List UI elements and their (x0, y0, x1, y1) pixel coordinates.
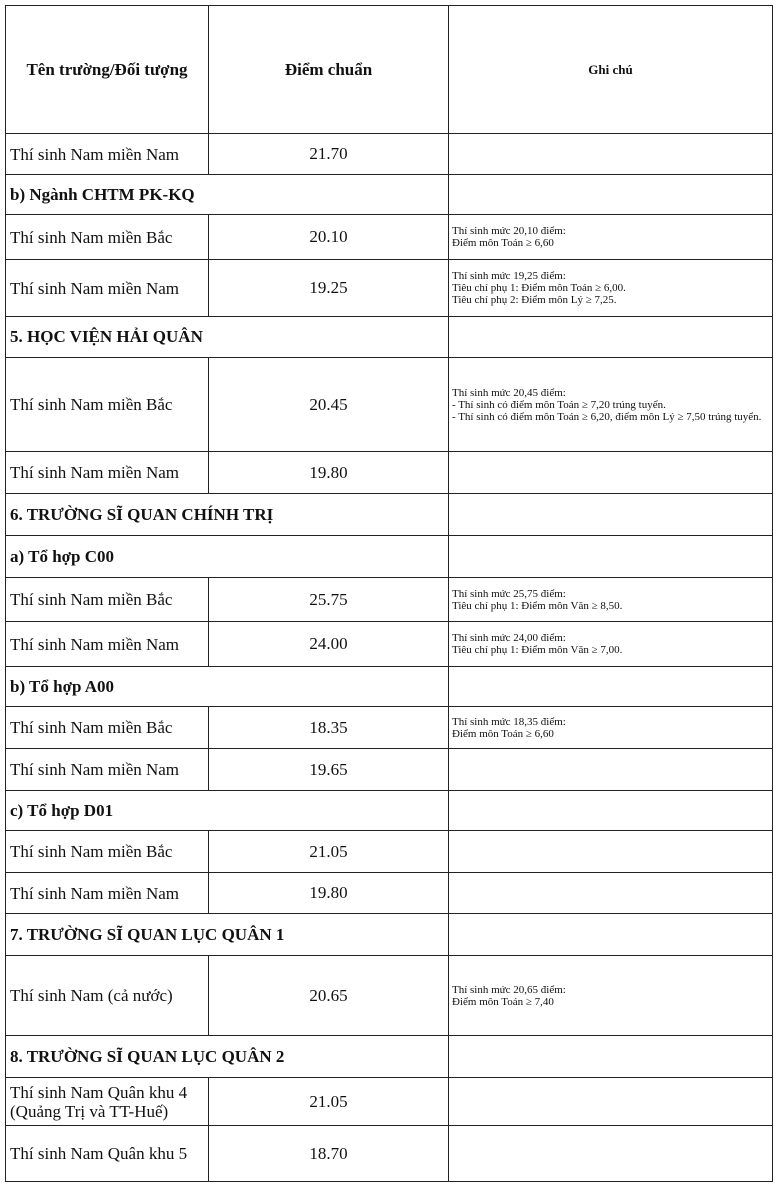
note-cell (449, 956, 773, 1036)
cutoff-score: 21.05 (209, 1078, 449, 1126)
table-row (6, 1078, 773, 1126)
cutoff-score: 21.70 (209, 134, 449, 175)
section-row (6, 667, 773, 707)
cutoff-score: 25.75 (209, 578, 449, 622)
table-row (6, 260, 773, 317)
note-line: Tiêu chí phụ 1: Điểm môn Toán ≥ 6,00. (452, 282, 626, 294)
section-row (6, 317, 773, 358)
table-row (6, 707, 773, 749)
candidate-group: Thí sinh Nam miền Nam (6, 873, 209, 914)
table-row (6, 956, 773, 1036)
cutoff-score: 20.65 (209, 956, 449, 1036)
cutoff-score: 18.35 (209, 707, 449, 749)
section-row (6, 175, 773, 215)
table-row (6, 1126, 773, 1182)
note-cell-empty (449, 317, 773, 358)
candidate-group: Thí sinh Nam miền Nam (6, 749, 209, 791)
table-row (6, 873, 773, 914)
note-line: Điểm môn Toán ≥ 7,40 (452, 995, 554, 1008)
note-cell (449, 452, 773, 494)
section-title: 5. HỌC VIỆN HẢI QUÂN (6, 317, 449, 358)
candidate-group: Thí sinh Nam miền Bắc (6, 831, 209, 873)
note-line: Tiêu chí phụ 1: Điểm môn Văn ≥ 8,50. (452, 599, 623, 612)
note-cell (449, 749, 773, 791)
cutoff-score: 20.45 (209, 358, 449, 452)
note-cell (449, 260, 773, 317)
note-cell-empty (449, 791, 773, 831)
note-cell-empty (449, 914, 773, 956)
section-row (6, 536, 773, 578)
candidate-group: Thí sinh Nam miền Bắc (6, 215, 209, 260)
candidate-group: Thí sinh Nam miền Nam (6, 452, 209, 494)
note-cell-empty (449, 494, 773, 536)
note-line: - Thí sinh có điểm môn Toán ≥ 7,20 trúng tuyển. (452, 398, 666, 411)
note-cell (449, 622, 773, 667)
section-row (6, 1036, 773, 1078)
note-cell (449, 358, 773, 452)
note-cell-empty (449, 536, 773, 578)
note-line: Thí sinh mức 20,65 điểm: (452, 983, 566, 996)
cutoff-score: 21.05 (209, 831, 449, 873)
candidate-group: Thí sinh Nam miền Bắc (6, 707, 209, 749)
note-cell (449, 707, 773, 749)
note-line: Tiêu chí phụ 2: Điểm môn Lý ≥ 7,25. (452, 294, 617, 306)
admission-score-table (5, 5, 773, 1182)
note-cell (449, 578, 773, 622)
note-cell (449, 831, 773, 873)
table-row (6, 358, 773, 452)
candidate-group: Thí sinh Nam miền Nam (6, 134, 209, 175)
section-row (6, 914, 773, 956)
candidate-group: Thí sinh Nam Quân khu 5 (6, 1126, 209, 1182)
candidate-group: Thí sinh Nam miền Nam (6, 260, 209, 317)
candidate-group: Thí sinh Nam miền Nam (6, 622, 209, 667)
section-title: b) Tổ hợp A00 (6, 667, 449, 707)
cutoff-score: 19.65 (209, 749, 449, 791)
note-line: Tiêu chí phụ 1: Điểm môn Văn ≥ 7,00. (452, 644, 623, 656)
note-cell-empty (449, 175, 773, 215)
note-line: Thí sinh mức 18,35 điểm: (452, 715, 566, 728)
cutoff-score: 19.80 (209, 873, 449, 914)
table-row (6, 452, 773, 494)
cutoff-score: 19.80 (209, 452, 449, 494)
header-school: Tên trường/Đối tượng (6, 6, 209, 134)
header-score: Điểm chuẩn (209, 6, 449, 134)
cutoff-score: 18.70 (209, 1126, 449, 1182)
candidate-group: Thí sinh Nam miền Bắc (6, 358, 209, 452)
table-row (6, 831, 773, 873)
header-note: Ghi chú (449, 6, 773, 134)
note-line: Thí sinh mức 24,00 điểm: (452, 632, 566, 644)
table-row (6, 578, 773, 622)
section-title: b) Ngành CHTM PK-KQ (6, 175, 449, 215)
candidate-group: Thí sinh Nam (cả nước) (6, 956, 209, 1036)
section-title: 6. TRƯỜNG SĨ QUAN CHÍNH TRỊ (6, 494, 449, 536)
section-row (6, 791, 773, 831)
note-cell (449, 1126, 773, 1182)
section-title: a) Tổ hợp C00 (6, 536, 449, 578)
note-cell-empty (449, 1036, 773, 1078)
table-header-row (6, 6, 773, 134)
note-line: Thí sinh mức 20,10 điểm: (452, 225, 566, 237)
candidate-group: Thí sinh Nam Quân khu 4 (Quảng Trị và TT-Huế) (6, 1078, 209, 1126)
section-title: 8. TRƯỜNG SĨ QUAN LỤC QUÂN 2 (6, 1036, 449, 1078)
section-title: 7. TRƯỜNG SĨ QUAN LỤC QUÂN 1 (6, 914, 449, 956)
table-row (6, 215, 773, 260)
note-cell (449, 215, 773, 260)
note-cell (449, 873, 773, 914)
note-cell (449, 134, 773, 175)
table-row (6, 134, 773, 175)
cutoff-score: 24.00 (209, 622, 449, 667)
note-cell-empty (449, 667, 773, 707)
note-line: Điểm môn Toán ≥ 6,60 (452, 237, 554, 249)
table-row (6, 749, 773, 791)
cutoff-score: 20.10 (209, 215, 449, 260)
note-cell (449, 1078, 773, 1126)
section-row (6, 494, 773, 536)
section-title: c) Tổ hợp D01 (6, 791, 449, 831)
note-line: Thí sinh mức 19,25 điểm: (452, 270, 566, 282)
candidate-group: Thí sinh Nam miền Bắc (6, 578, 209, 622)
table-row (6, 622, 773, 667)
note-line: Thí sinh mức 25,75 điểm: (452, 587, 566, 600)
cutoff-score: 19.25 (209, 260, 449, 317)
note-line: - Thí sinh có điểm môn Toán ≥ 6,20, điểm môn Lý ≥ 7,50 trúng tuyển. (452, 410, 762, 423)
note-line: Điểm môn Toán ≥ 6,60 (452, 727, 554, 740)
note-line: Thí sinh mức 20,45 điểm: (452, 386, 566, 399)
